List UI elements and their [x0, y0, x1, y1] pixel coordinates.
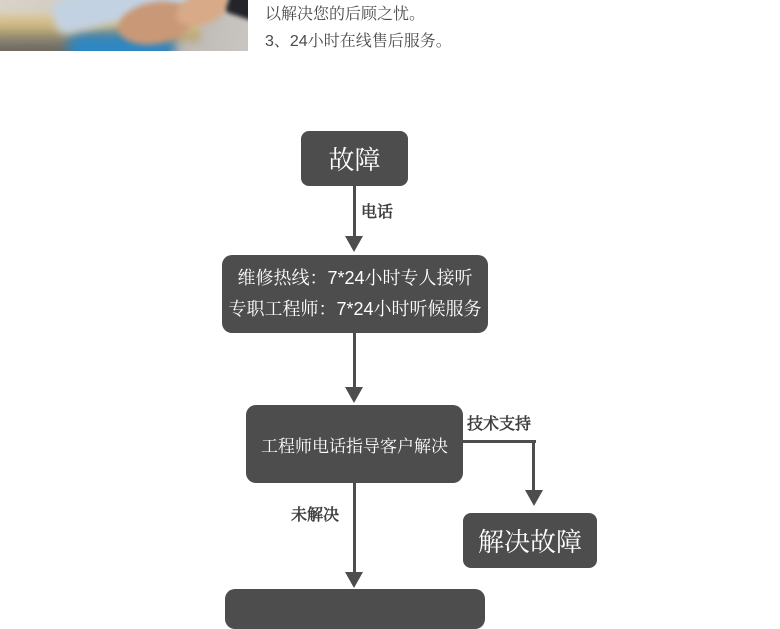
intro-line-1: 以解决您的后顾之忧。	[265, 6, 426, 23]
flow-node-guide-label: 工程师电话指导客户解决	[261, 436, 448, 456]
arrowhead-guide-next	[345, 572, 363, 588]
flow-node-guide	[246, 405, 463, 483]
arrowhead-fault-hotline	[345, 236, 363, 252]
flow-node-resolve-label: 解决故障	[477, 527, 582, 557]
flow-node-fault	[301, 131, 408, 186]
flow-node-hotline-line2: 专职工程师：7*24小时听候服务	[228, 299, 482, 319]
edge-label-tech-support: 技术支持	[467, 416, 532, 433]
arrowhead-guide-resolve	[525, 490, 543, 506]
flow-node-hotline	[222, 255, 488, 333]
flow-node-next-partial	[225, 589, 485, 629]
arrowhead-hotline-guide	[345, 387, 363, 403]
intro-line-2: 3、24小时在线售后服务。	[265, 33, 452, 50]
connector-hotline-guide	[353, 333, 356, 387]
connector-guide-resolve-horizontal	[463, 440, 536, 443]
flow-node-fault-label: 故障	[328, 145, 381, 175]
connector-guide-next	[353, 483, 356, 572]
edge-label-phone: 电话	[361, 204, 394, 221]
photo-suit-sleeve	[225, 0, 248, 23]
connector-guide-resolve-vertical	[532, 440, 535, 490]
handshake-photo	[0, 0, 248, 51]
edge-label-unresolved: 未解决	[291, 507, 340, 524]
flow-node-hotline-line1: 维修热线：7*24小时专人接听	[237, 268, 473, 288]
connector-fault-hotline	[353, 186, 356, 236]
flow-node-resolve	[463, 513, 597, 568]
